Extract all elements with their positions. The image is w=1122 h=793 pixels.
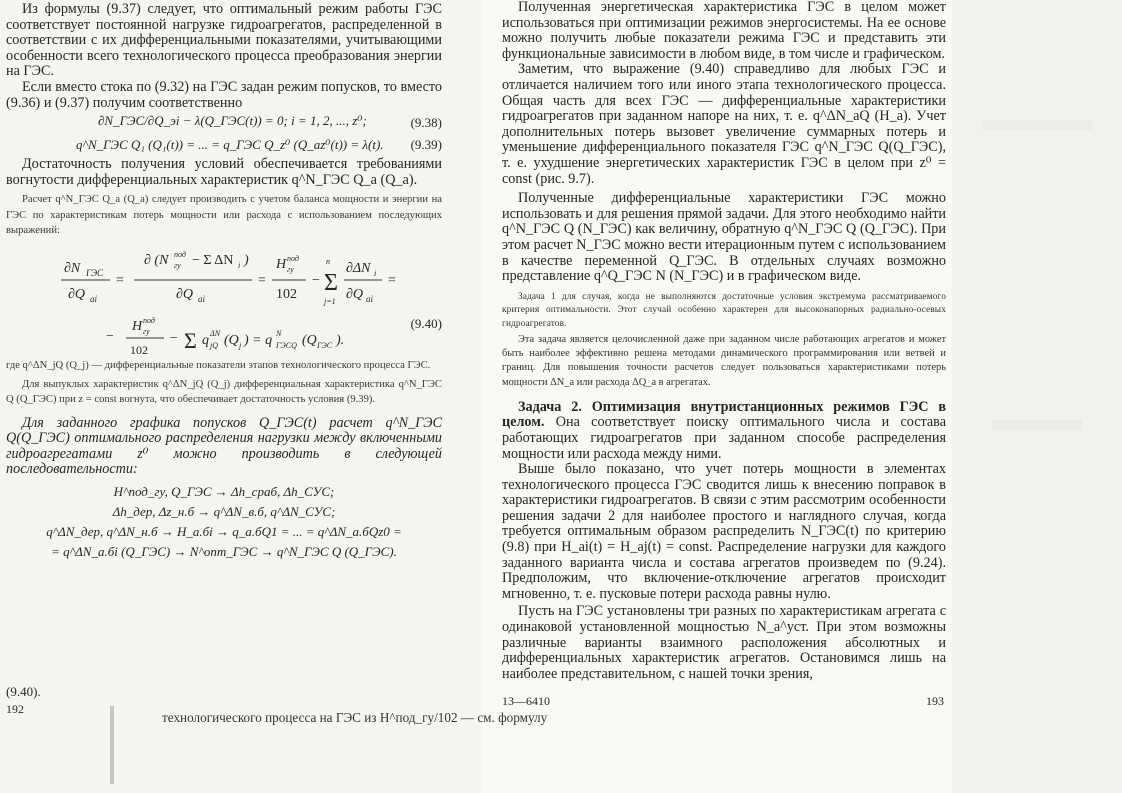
svg-text:ГЭС: ГЭС (86, 267, 104, 278)
equation-938 (6, 113, 442, 135)
svg-text:n: n (326, 256, 330, 266)
svg-text:−: − (170, 330, 178, 346)
svg-text:j=1: j=1 (324, 296, 336, 306)
equation-938-number: (9.38) (410, 115, 442, 131)
right-paragraph-7: Выше было показано, что учет потерь мощности в элементах технологического процесса ГЭС сводится лишь к внесению поправок в характеристики гидроагрегатов. В связи с этим рассмотрим особенности решения задачи 2 для наиболее простого и наглядного случая, когда требуется оптимальным образом распределить N_ГЭС(t) по критерию (9.8) при H_ai(t) = H_aj(t) = const. Распределение нагрузки для каждого заданного варианта числа и состава агрегатов произведем по (9.24). Предположим, что включение-отключение агрегатов происходит мгновенно, т. е. пусковые потери расхода равны нулю. (502, 461, 946, 602)
svg-text:=: = (388, 272, 396, 288)
svg-text:под: под (287, 253, 299, 263)
svg-text:ai: ai (198, 293, 206, 304)
svg-text:− Σ ΔN: − Σ ΔN (192, 252, 234, 268)
left-paragraph-1: Из формулы (9.37) следует, что оптимальный режим работы ГЭС соответствует постоянной нагрузке гидроагрегатов, распределенной в соответствии с их дифференциальными показателями, учитывающими особенности всего технологического процесса преобразования энергии на ГЭС. (6, 1, 442, 80)
svg-text:ΔN: ΔN (210, 328, 221, 338)
svg-text:=: = (116, 272, 124, 288)
right-page (482, 0, 952, 793)
svg-text:i: i (238, 260, 241, 270)
svg-text:ai: ai (366, 293, 374, 304)
equation-939-number: (9.39) (410, 137, 442, 153)
equation-939 (6, 135, 442, 157)
right-paragraph-3: Полученные дифференциальные характеристики ГЭС можно использовать и для решения прямой задачи. Для этого необходимо найти q^N_ГЭС Q (N_ГЭС) как величину, обратную q^N_ГЭС Q (Q_ГЭС). При этом расчет N_ГЭС можно вести итерационным путем с использованием в качестве переменной Q_ГЭС. В отдельных случаях возможно представление q^Q_ГЭС N (N_ГЭС) и в графическом виде. (502, 190, 946, 285)
svg-text:) = q: ) = q (244, 332, 273, 348)
svg-text:∂Q: ∂Q (346, 286, 364, 302)
svg-text:Σ: Σ (184, 327, 197, 353)
svg-text:ГЭСQ: ГЭСQ (276, 340, 297, 350)
right-page-number: 193 (926, 694, 944, 708)
sequence-line-3: q^ΔN_дер, q^ΔN_н.б → H_a.бi → q_a.бQ1 = ... = q^ΔN_a.бQz0 = (46, 523, 402, 539)
svg-text:(Q: (Q (224, 332, 239, 348)
task-2-heading: Задача 2. Оптимизация внутристанционных режимов ГЭС в целом. (502, 398, 946, 431)
right-paragraph-8: Пусть на ГЭС установлены три разных по характеристикам агрегата с одинаковой установленной мощностью N_a^уст. При этом возможны различные варианты взаимного расположения абсолютных и дифференциальных характеристик агрегатов. Остановимся лишь на наиболее представительном, с нашей точки зрения, (502, 603, 946, 682)
svg-text:гу: гу (174, 260, 181, 270)
svg-text:N: N (276, 328, 282, 338)
footnote-reference: (9.40). (6, 684, 41, 699)
svg-text:Σ: Σ (324, 269, 338, 296)
right-paragraph-5: Эта задача является целочисленной даже при заданном числе работающих агрегатов и может быть наиболее эффективно решена методами динамического программирования или ветвей и границ. Для повышения точности расчетов следует пользоваться характеристиками потерь мощности ΔN_a или расхода ΔQ_a в агрегатах. (502, 333, 946, 388)
svg-text:).: ). (336, 332, 345, 348)
left-paragraph-2: Если вместо стока по (9.32) на ГЭС задан режим попусков, то вместо (9.36) и (9.37) получим соответственно (6, 78, 442, 111)
svg-text:i: i (374, 268, 377, 278)
left-paragraph-4: Расчет q^N_ГЭС Q_a (Q_a) следует производить с учетом баланса мощности и энергии на ГЭС по характеристикам потерь мощности или расхода с использованием последующих выражений: (6, 194, 442, 236)
svg-text:∂N: ∂N (64, 260, 81, 276)
svg-text:q: q (202, 332, 209, 348)
left-column (6, 2, 442, 562)
svg-text:(Q: (Q (302, 332, 317, 348)
svg-text:∂Q: ∂Q (176, 286, 194, 302)
bottom-strip-text: технологического процесса на ГЭС из H^под_гу/102 — см. формулу (162, 710, 548, 725)
svg-text:H: H (132, 318, 143, 334)
sequence-line-1: H^под_гу, Q_ГЭС → Δh_сраб, Δh_СУС; (113, 483, 335, 499)
svg-text:=: = (258, 272, 266, 288)
page-margin (952, 0, 1122, 793)
sequence-line-2: Δh_дер, Δz_н.б → q^ΔN_в.б, q^ΔN_СУС; (112, 503, 336, 519)
bleed-through-mark (982, 120, 1092, 130)
scan-edge-line (110, 706, 114, 784)
right-column (502, 0, 946, 682)
equation-940 (6, 244, 442, 356)
bleed-through-mark (992, 420, 1082, 430)
svg-text:гу: гу (143, 326, 150, 336)
svg-text:ai: ai (90, 293, 98, 304)
left-paragraph-3: Достаточность получения условий обеспечивается требованиями вогнутости дифференциальных характеристик q^N_ГЭС Q_a (Q_a). (6, 156, 442, 188)
right-paragraph-6 (502, 400, 946, 462)
left-paragraph-6: Для выпуклых характеристик q^ΔN_jQ (Q_j) дифференциальная характеристика q^N_ГЭС Q (Q_ГЭС) при z = const вогнута, что обеспечивает достаточность условия (9.39). (6, 379, 442, 406)
svg-text:j: j (239, 340, 242, 350)
svg-text:под: под (174, 249, 186, 259)
svg-text:∂Q: ∂Q (68, 286, 86, 302)
svg-text:jQ: jQ (210, 340, 218, 350)
equation-940-graphic (6, 244, 442, 356)
left-paragraph-5: где q^ΔN_jQ (Q_j) — дифференциальные показатели этапов технологического процесса ГЭС. (6, 359, 431, 371)
svg-text:): ) (244, 252, 249, 268)
svg-text:ГЭС: ГЭС (317, 340, 333, 350)
sequence-block (6, 482, 442, 562)
right-paragraph-4: Задача 1 для случая, когда не выполняются достаточные условия экстремума рассматриваемого критерия оптимальности. Этот случай особенно характерен для высоконапорных радиально-осевых гидроагрегатов. (502, 291, 946, 329)
left-paragraph-7: Для заданного графика попусков Q_ГЭС(t) расчет q^N_ГЭС Q(Q_ГЭС) оптимального распределения нагрузки между включенными гидроагрегатами z⁰ можно производить в следующей последовательности: (6, 414, 442, 478)
svg-text:∂ΔN: ∂ΔN (346, 260, 371, 276)
left-page (0, 0, 482, 793)
printer-signature: 13—6410 (502, 694, 550, 708)
right-paragraph-2: Заметим, что выражение (9.40) справедливо для любых ГЭС и отличается наличием того или иного этапа технологического процесса. Общая часть для всех ГЭС — дифференциальные характеристики гидроагрегатов при заданном напоре на них, т. е. q^ΔN_aQ (H_a). Учет дополнительных потерь вызовет увеличение суммарных потерь и уменьшение дифференциального показателя ГЭС q^N_ГЭС Q(Q_ГЭС), т. е. ухудшение энергетических характеристик ГЭС в целом при z⁰ = const (рис. 9.7). (502, 61, 946, 187)
svg-text:гу: гу (287, 264, 294, 274)
svg-text:−: − (106, 328, 114, 344)
task-2-text: Она соответствует поиску оптимального числа и состава работающих гидроагрегатов при заданном способе распределения мощности или расхода между ними. (502, 414, 946, 462)
equation-938-body: ∂N_ГЭС/∂Q_эi − λ(Q_ГЭС(t)) = 0; i = 1, 2, ..., z⁰; (98, 113, 367, 129)
equation-939-body: q^N_ГЭС Q₁ (Q₁(t)) = ... = q_ГЭС Q_z⁰ (Q_az⁰(t)) = λ(t). (76, 137, 384, 153)
svg-text:∂ (N: ∂ (N (144, 252, 169, 268)
svg-text:102: 102 (276, 286, 297, 302)
svg-text:−: − (312, 272, 320, 288)
svg-text:под: под (143, 315, 155, 325)
equation-940-number: (9.40) (410, 315, 442, 331)
left-page-number: 192 (6, 702, 24, 716)
sequence-line-4: = q^ΔN_a.бi (Q_ГЭС) → N^опт_ГЭС → q^N_ГЭС Q (Q_ГЭС). (51, 543, 397, 559)
right-paragraph-1: Полученная энергетическая характеристика ГЭС в целом может использоваться при оптимизации режимов энергосистемы. На ее основе можно получить любые показатели режима ГЭС и представить эти функциональные зависимости в любом виде, в том числе и графическом. (502, 0, 946, 62)
svg-text:H: H (276, 256, 287, 272)
svg-text:102: 102 (130, 342, 148, 356)
